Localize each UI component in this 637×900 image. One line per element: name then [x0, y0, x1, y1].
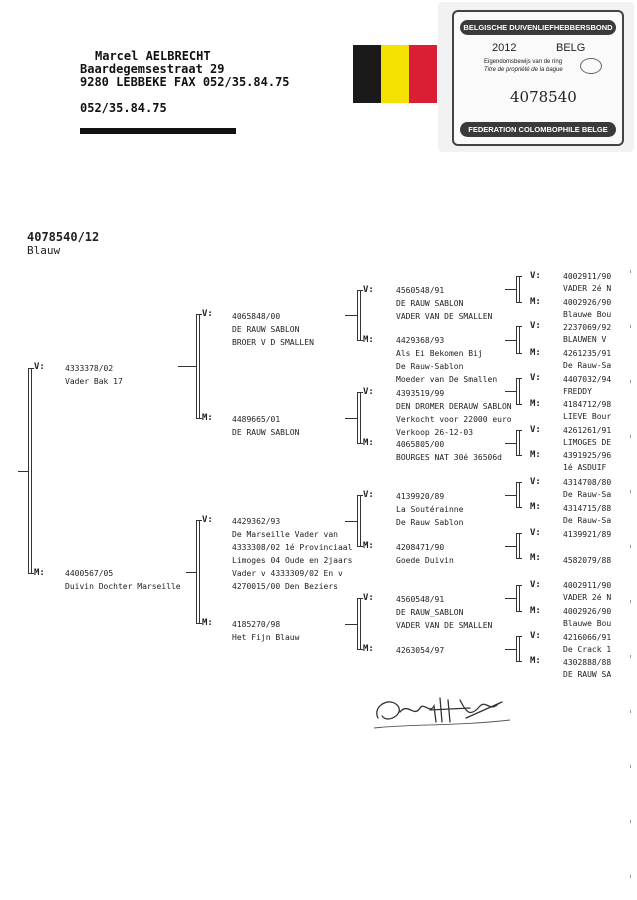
gen4-double-5	[519, 533, 520, 558]
gen2-bracket-0-feeder	[178, 366, 196, 367]
gen4-double-2	[519, 378, 520, 404]
gen4-dam-label-6: M:	[530, 606, 541, 616]
gen3-parent-1-line: Als Ei Bekomen Bij	[396, 349, 483, 358]
gen4-parent-0-line: VADER 2é N	[563, 284, 612, 293]
edge-dot	[630, 710, 631, 713]
gen2-parent-2-line: De Marseille Vader van	[232, 530, 338, 539]
gen4-parent-1-line: Blauwe Bou	[563, 310, 612, 319]
gen4-parent-7-line: 1é ASDUIF	[563, 463, 607, 472]
gen3-bracket-0-vertical	[357, 290, 358, 340]
gen3-dam-label-3: M:	[363, 644, 374, 654]
gen4-parent-14-line: 4216066/91	[563, 633, 612, 642]
gen4-double-1	[519, 326, 520, 353]
gen2-parent-2-line: 4333308/02 1é Provinciaal	[232, 543, 353, 552]
bird-color: Blauw	[27, 244, 61, 257]
ring-card-line1: Eigendomsbewijs van de ring	[484, 59, 563, 65]
gen3-parent-6-line: DE RAUW_SABLON	[396, 608, 464, 617]
gen3-sire-label-0: V:	[363, 285, 374, 295]
gen4-sire-label-4: V:	[530, 477, 541, 487]
gen3-parent-0-line: 4560548/91	[396, 286, 445, 295]
gen4-parent-13-line: 4002926/90	[563, 607, 612, 616]
gen4-parent-4-line: 4407032/94	[563, 375, 612, 384]
gen1-bracket-vertical	[28, 368, 29, 573]
gen1-bracket-feeder	[18, 471, 28, 472]
gen4-parent-1-line: 4002926/90	[563, 298, 612, 307]
gen3-parent-0-line: DE RAUW SABLON	[396, 299, 464, 308]
edge-dot	[630, 655, 631, 658]
gen4-double-6	[519, 585, 520, 611]
gen2-parent-2-line: 4429362/93	[232, 517, 281, 526]
gen4-parent-9-line: 4314715/88	[563, 504, 612, 513]
gen3-bracket-2-vertical	[357, 495, 358, 546]
gen3-sire-label-1: V:	[363, 387, 374, 397]
gen3-sire-label-3: V:	[363, 593, 374, 603]
gen3-double-3	[360, 598, 361, 649]
gen4-parent-7-line: 4391925/96	[563, 451, 612, 460]
gen2-parent-3-line: Het Fijn Blauw	[232, 633, 300, 642]
ring-card-line2: Titre de propriété de la bague	[484, 67, 563, 73]
gen4-sire-label-1: V:	[530, 321, 541, 331]
gen4-parent-6-line: LIMOGES DE	[563, 438, 612, 447]
gen3-parent-2-line: 4393519/99	[396, 389, 445, 398]
gen3-parent-4-line: 4139920/89	[396, 492, 445, 501]
gen4-double-0	[519, 276, 520, 302]
gen4-parent-8-line: 4314708/80	[563, 478, 612, 487]
gen1-sire-line: 4333378/02	[65, 364, 114, 373]
gen4-bracket-0-feeder	[505, 289, 516, 290]
edge-dot	[630, 875, 631, 878]
handwritten-signature	[370, 688, 520, 733]
gen4-bracket-6-feeder	[505, 598, 516, 599]
gen4-double-4	[519, 482, 520, 507]
ring-card-number: 4078540	[510, 88, 577, 106]
gen2-parent-0-line: DE RAUW SABLON	[232, 325, 300, 334]
ring-card-country: BELG	[556, 42, 586, 54]
gen4-parent-13-line: Blauwe Bou	[563, 619, 612, 628]
gen3-bracket-2-feeder	[345, 521, 357, 522]
gen4-dam-label-0: M:	[530, 297, 541, 307]
gen1-double	[31, 368, 32, 573]
gen3-parent-6-line: VADER VAN DE SMALLEN	[396, 621, 493, 630]
edge-dot	[630, 765, 631, 768]
owner-name: Marcel AELBRECHT	[95, 49, 211, 63]
gen2-double-0	[199, 314, 200, 418]
gen2-parent-3-line: 4185270/98	[232, 620, 281, 629]
ring-card-year: 2012	[492, 42, 517, 54]
owner-phone: 052/35.84.75	[80, 101, 167, 115]
header-underline	[80, 128, 236, 134]
gen4-parent-6-line: 4261261/91	[563, 426, 612, 435]
gen3-dam-label-1: M:	[363, 438, 374, 448]
gen4-sire-label-0: V:	[530, 271, 541, 281]
gen4-bracket-1-bottom-stub	[516, 353, 522, 354]
edge-dot	[630, 545, 631, 548]
gen3-bracket-0-feeder	[345, 315, 357, 316]
belgian-flag	[353, 45, 437, 103]
gen4-parent-2-line: 2237069/92	[563, 323, 612, 332]
gen4-bracket-0-vertical	[516, 276, 517, 302]
gen2-dam-label-0: M:	[202, 413, 213, 423]
gen4-sire-label-2: V:	[530, 373, 541, 383]
gen4-bracket-4-feeder	[505, 495, 516, 496]
gen3-bracket-3-vertical	[357, 598, 358, 649]
gen4-bracket-5-bottom-stub	[516, 558, 522, 559]
gen4-bracket-6-bottom-stub	[516, 611, 522, 612]
gen2-parent-0-line: BROER V D SMALLEN	[232, 338, 314, 347]
gen4-bracket-3-feeder	[505, 443, 516, 444]
gen4-parent-3-line: 4261235/91	[563, 349, 612, 358]
gen3-parent-2-line: Verkoop 26-12-03	[396, 428, 474, 437]
gen4-bracket-4-vertical	[516, 482, 517, 507]
gen3-parent-1-line: Moeder van De Smallen	[396, 375, 498, 384]
ring-ownership-card	[438, 2, 634, 152]
gen4-dam-label-5: M:	[530, 553, 541, 563]
gen3-bracket-3-feeder	[345, 624, 357, 625]
gen1-dam-line: Duivin Dochter Marseille	[65, 582, 181, 591]
gen4-bracket-7-vertical	[516, 636, 517, 661]
gen4-bracket-0-bottom-stub	[516, 302, 522, 303]
ring-card-bottom-band: FEDERATION COLOMBOPHILE BELGE	[460, 122, 616, 137]
edge-dot	[630, 380, 631, 383]
owner-street: Baardegemsestraat 29	[80, 62, 225, 76]
gen4-bracket-3-bottom-stub	[516, 455, 522, 456]
gen4-parent-4-line: FREDDY	[563, 387, 592, 396]
gen3-dam-label-2: M:	[363, 541, 374, 551]
gen3-sire-label-2: V:	[363, 490, 374, 500]
gen4-bracket-5-vertical	[516, 533, 517, 558]
gen2-parent-0-line: 4065848/00	[232, 312, 281, 321]
gen4-sire-label-7: V:	[530, 631, 541, 641]
gen4-parent-15-line: DE RAUW SA	[563, 670, 612, 679]
gen2-bracket-0-vertical	[196, 314, 197, 418]
gen4-double-7	[519, 636, 520, 661]
gen3-parent-3-line: BOURGES NAT 30é 36506d	[396, 453, 502, 462]
gen2-parent-1-line: DE RAUW SABLON	[232, 428, 300, 437]
gen4-parent-0-line: 4002911/90	[563, 272, 612, 281]
gen4-parent-10-line: 4139921/89	[563, 530, 612, 539]
gen3-bracket-1-feeder	[345, 418, 357, 419]
gen4-bracket-3-vertical	[516, 430, 517, 455]
gen3-parent-1-line: De Rauw-Sablon	[396, 362, 464, 371]
gen3-parent-2-line: DEN DROMER DERAUW SABLON	[396, 402, 512, 411]
gen4-bracket-1-vertical	[516, 326, 517, 353]
gen3-double-0	[360, 290, 361, 340]
edge-dot	[630, 435, 631, 438]
gen3-parent-2-line: Verkocht voor 22000 euro	[396, 415, 512, 424]
gen2-double-1	[199, 520, 200, 623]
gen4-bracket-6-vertical	[516, 585, 517, 611]
gen4-parent-12-line: VADER 2é N	[563, 593, 612, 602]
gen2-sire-label-0: V:	[202, 309, 213, 319]
edge-dot	[630, 490, 631, 493]
gen3-parent-4-line: De Rauw Sablon	[396, 518, 464, 527]
gen4-parent-14-line: De Crack 1	[563, 645, 612, 654]
gen2-dam-label-1: M:	[202, 618, 213, 628]
gen4-parent-3-line: De Rauw-Sa	[563, 361, 612, 370]
gen4-parent-8-line: De Rauw-Sa	[563, 490, 612, 499]
edge-dot	[630, 325, 631, 328]
gen4-bracket-7-feeder	[505, 649, 516, 650]
gen4-dam-label-4: M:	[530, 502, 541, 512]
gen4-bracket-1-feeder	[505, 340, 516, 341]
gen3-double-2	[360, 495, 361, 546]
gen1-dam-line: 4400567/05	[65, 569, 114, 578]
gen4-dam-label-7: M:	[530, 656, 541, 666]
gen4-double-3	[519, 430, 520, 455]
gen3-bracket-1-vertical	[357, 392, 358, 443]
gen4-parent-5-line: LIEVE Bour	[563, 412, 612, 421]
owner-city-fax: 9280 LEBBEKE FAX 052/35.84.75	[80, 75, 290, 89]
gen4-dam-label-1: M:	[530, 348, 541, 358]
gen3-parent-0-line: VADER VAN DE SMALLEN	[396, 312, 493, 321]
gen4-sire-label-5: V:	[530, 528, 541, 538]
gen4-parent-15-line: 4302888/88	[563, 658, 612, 667]
gen4-sire-label-3: V:	[530, 425, 541, 435]
gen3-parent-1-line: 4429368/93	[396, 336, 445, 345]
gen4-bracket-5-feeder	[505, 546, 516, 547]
gen4-bracket-4-bottom-stub	[516, 507, 522, 508]
gen2-parent-2-line: 4270015/00 Den Beziers	[232, 582, 338, 591]
gen3-parent-6-line: 4560548/91	[396, 595, 445, 604]
gen1-sire-line: Vader Bak 17	[65, 377, 123, 386]
gen2-bracket-1-vertical	[196, 520, 197, 623]
gen2-bracket-1-feeder	[186, 572, 196, 573]
gen4-bracket-7-bottom-stub	[516, 661, 522, 662]
edge-dot	[630, 600, 631, 603]
gen4-bracket-2-bottom-stub	[516, 404, 522, 405]
bird-ring-number: 4078540/12	[27, 230, 100, 244]
gen3-parent-5-line: 4208471/90	[396, 543, 445, 552]
gen4-bracket-2-vertical	[516, 378, 517, 404]
gen4-bracket-2-feeder	[505, 391, 516, 392]
gen3-dam-label-0: M:	[363, 335, 374, 345]
gen4-parent-12-line: 4002911/90	[563, 581, 612, 590]
ring-card-top-band: BELGISCHE DUIVENLIEFHEBBERSBOND	[460, 20, 616, 35]
gen4-parent-9-line: De Rauw-Sa	[563, 516, 612, 525]
gen2-parent-2-line: Vader v 4333309/02 En v	[232, 569, 343, 578]
gen3-parent-5-line: Goede Duivin	[396, 556, 454, 565]
gen3-parent-4-line: La Soutérainne	[396, 505, 464, 514]
gen4-parent-11-line: 4582079/88	[563, 556, 612, 565]
gen1-sire-label: V:	[34, 362, 45, 372]
gen2-sire-label-1: V:	[202, 515, 213, 525]
ring-card-emblem-icon	[580, 58, 602, 74]
gen2-parent-1-line: 4489665/01	[232, 415, 281, 424]
edge-dot	[630, 820, 631, 823]
gen4-parent-5-line: 4184712/98	[563, 400, 612, 409]
gen3-parent-7-line: 4263054/97	[396, 646, 445, 655]
gen4-sire-label-6: V:	[530, 580, 541, 590]
gen4-parent-2-line: BLAUWEN V	[563, 335, 607, 344]
gen4-dam-label-2: M:	[530, 399, 541, 409]
gen3-double-1	[360, 392, 361, 443]
gen4-dam-label-3: M:	[530, 450, 541, 460]
gen3-parent-3-line: 4065805/00	[396, 440, 445, 449]
gen1-dam-label: M:	[34, 568, 45, 578]
edge-dot	[630, 270, 631, 273]
gen2-parent-2-line: Limoges 04 Oude en 2jaars	[232, 556, 353, 565]
